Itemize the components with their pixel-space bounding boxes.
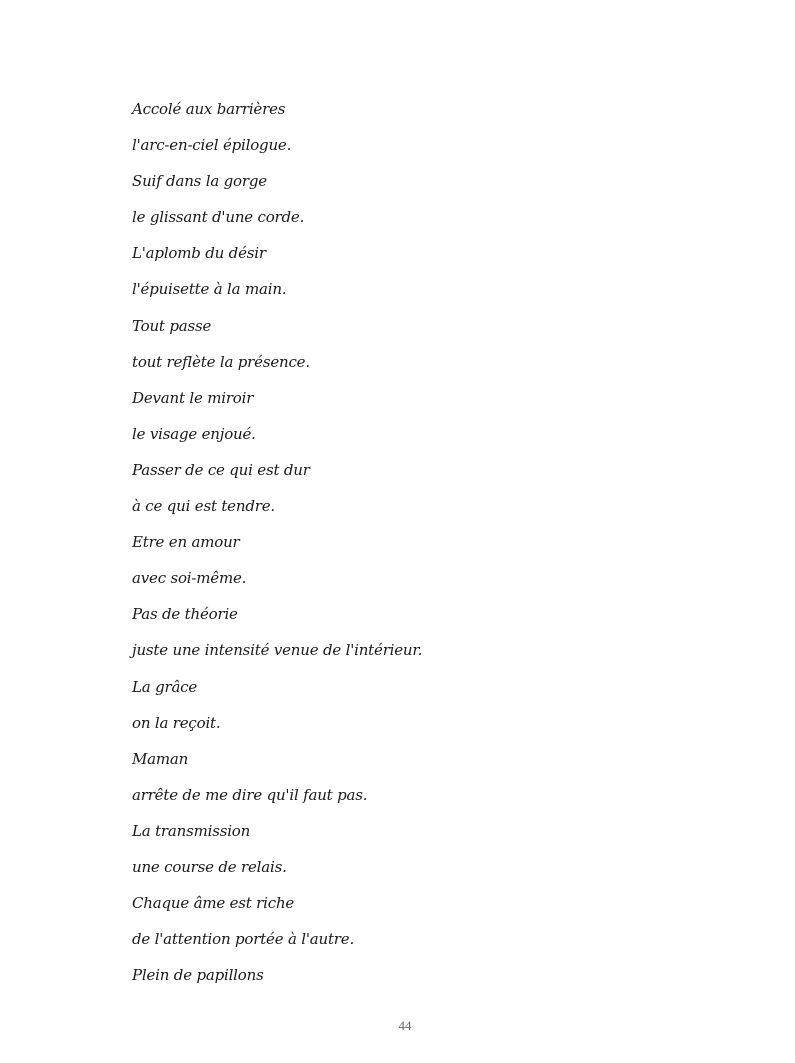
poem-line: La transmission [132,821,251,840]
poem-line: l'arc-en-ciel épilogue. [132,136,292,155]
poem-line: arrête de me dire qu'il faut pas. [132,785,368,804]
poem-line: l'épuisette à la main. [132,280,287,299]
poem-line: Plein de papillons [132,966,264,985]
poem-line: Suif dans la gorge [132,172,267,191]
poem-line: Tout passe [132,316,212,335]
poem-line: Pas de théorie [132,605,238,624]
poem-line: avec soi-même. [132,569,247,588]
poem-line: Chaque âme est riche [132,894,295,913]
page-number: 44 [398,1018,412,1033]
poem-line: L'aplomb du désir [132,244,266,263]
poem-line: une course de relais. [132,857,287,876]
poem-line: Maman [132,749,189,768]
poem-line: tout reflète la présence. [132,352,310,371]
poem-line: Passer de ce qui est dur [132,460,310,479]
poem-line: à ce qui est tendre. [132,497,275,516]
poem-line: on la reçoit. [132,713,221,732]
poem-line: Etre en amour [132,533,240,552]
poem-line: le visage enjoué. [132,424,256,443]
poem-line: le glissant d'une corde. [132,208,305,227]
poem-line: de l'attention portée à l'autre. [132,930,355,949]
poem-body [132,98,422,1000]
poem-line: Devant le miroir [132,388,254,407]
poem-line: Accolé aux barrières [132,100,286,118]
poem-line: juste une intensité venue de l'intérieur. [132,641,423,660]
poem-line: La grâce [132,677,198,696]
